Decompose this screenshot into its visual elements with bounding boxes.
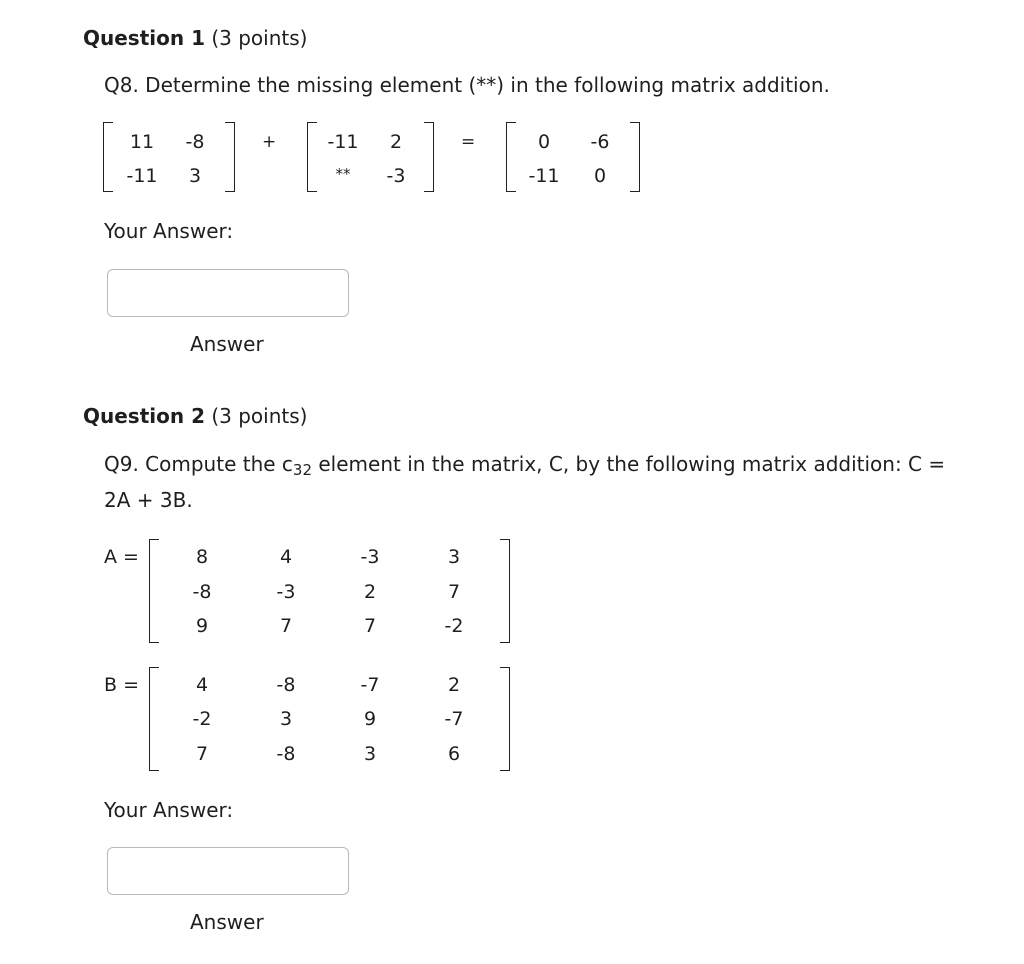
plus-sign: +	[262, 132, 277, 152]
matrix-cell: 0	[593, 165, 607, 187]
matrix-cell: 7	[279, 615, 293, 637]
matrix-cell: 2	[363, 581, 377, 603]
matrix-cell: 3	[363, 743, 377, 765]
matrix-cell: -7	[360, 674, 380, 696]
equals-sign: =	[461, 132, 476, 152]
subscript: 32	[292, 461, 313, 479]
question-2-header	[83, 404, 307, 428]
question-2-prompt-line2: 2A + 3B.	[104, 488, 193, 512]
question-2-title: Question 2	[83, 404, 205, 428]
matrix-cell: 8	[195, 546, 209, 568]
matrix-cell: 2	[447, 674, 461, 696]
matrix-cell: -3	[386, 165, 406, 187]
question-1-title: Question 1	[83, 26, 205, 50]
question-1-answer-input[interactable]	[107, 269, 349, 317]
question-2-answer-input[interactable]	[107, 847, 349, 895]
matrix-cell: -3	[276, 581, 296, 603]
question-1-your-answer-label: Your Answer:	[104, 219, 234, 243]
question-1-answer-caption: Answer	[190, 332, 264, 356]
matrix-cell: 6	[447, 743, 461, 765]
matrix-cell: -8	[276, 743, 296, 765]
matrix-cell: -3	[360, 546, 380, 568]
question-1-header	[83, 26, 307, 50]
matrix-cell: -8	[276, 674, 296, 696]
matrix-cell: 4	[195, 674, 209, 696]
matrix-cell: 2	[389, 131, 403, 153]
matrix-cell: -8	[185, 131, 205, 153]
question-2-prompt	[104, 452, 945, 479]
matrix-cell: -2	[192, 708, 212, 730]
matrix-cell: 7	[195, 743, 209, 765]
question-1-points: (3 points)	[211, 26, 308, 50]
matrix-cell: 3	[188, 165, 202, 187]
matrix-cell: 3	[447, 546, 461, 568]
question-2-points: (3 points)	[211, 404, 308, 428]
prompt-text: element in the matrix, C, by the following matrix addition: C =	[312, 452, 946, 476]
matrix-cell: 0	[537, 131, 551, 153]
matrix-cell: 9	[363, 708, 377, 730]
matrix-cell: 9	[195, 615, 209, 637]
question-2-answer-caption: Answer	[190, 910, 264, 934]
matrix-cell: -11	[528, 165, 560, 187]
matrix-cell: -7	[444, 708, 464, 730]
question-1-prompt: Q8. Determine the missing element (**) in the following matrix addition.	[104, 73, 830, 97]
matrix-cell: 3	[279, 708, 293, 730]
matrix-a-label: A =	[104, 546, 139, 568]
matrix-cell: -11	[126, 165, 158, 187]
matrix-cell: -11	[327, 131, 359, 153]
matrix-cell: -6	[590, 131, 610, 153]
question-2-your-answer-label: Your Answer:	[104, 798, 234, 822]
matrix-cell: -2	[444, 615, 464, 637]
matrix-cell: 11	[129, 131, 155, 153]
matrix-cell: 7	[363, 615, 377, 637]
prompt-text: Q9. Compute the c	[104, 452, 293, 476]
matrix-cell: 7	[447, 581, 461, 603]
matrix-cell: 4	[279, 546, 293, 568]
matrix-b-label: B =	[104, 674, 139, 696]
missing-element-marker: **	[335, 165, 351, 183]
matrix-cell: -8	[192, 581, 212, 603]
